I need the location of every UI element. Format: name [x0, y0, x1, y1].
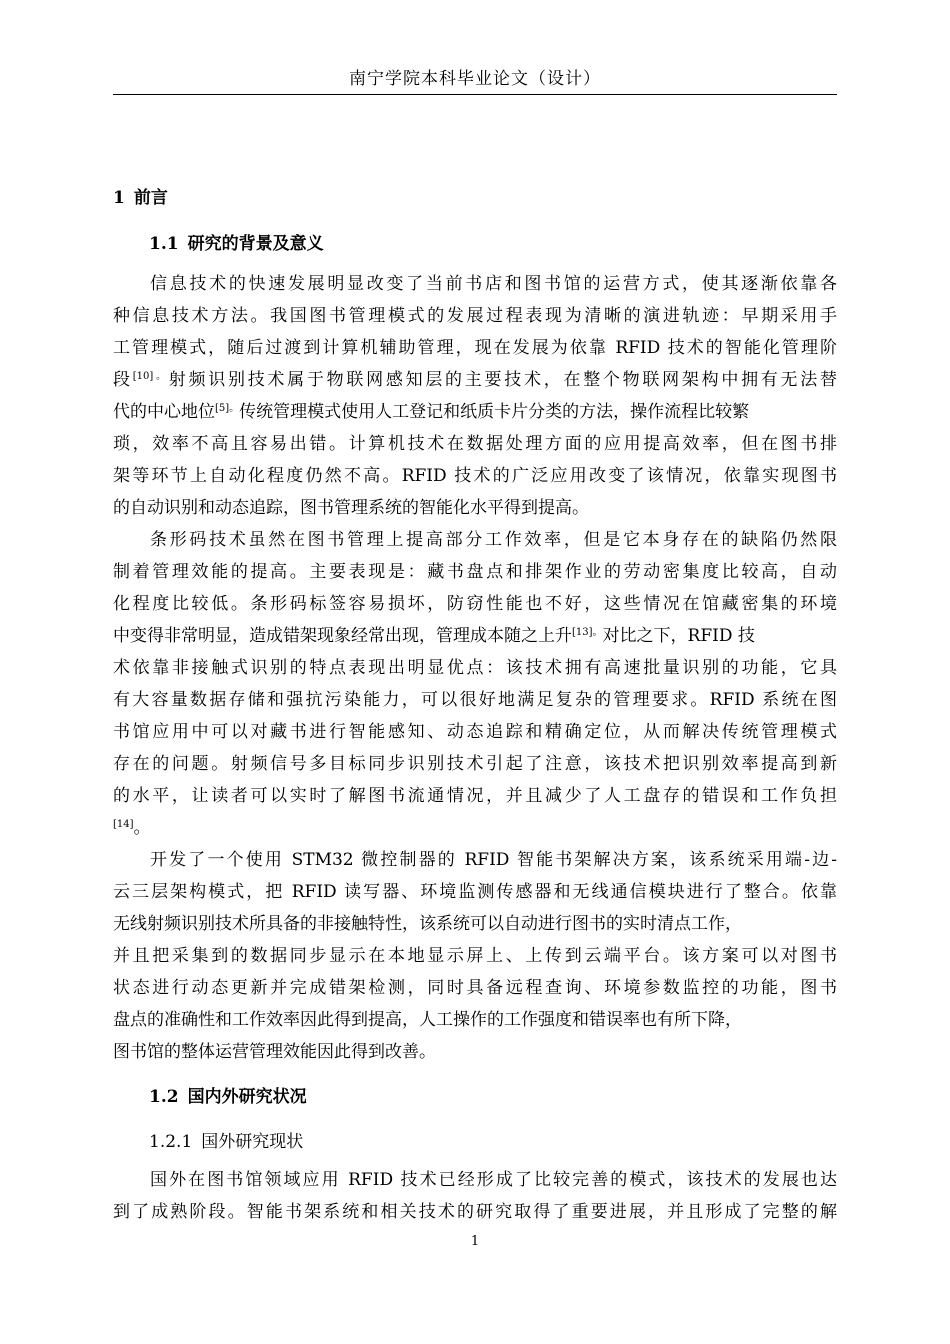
- running-header: 南宁学院本科毕业论文（设计）: [349, 69, 601, 89]
- section-number: 1: [113, 188, 125, 208]
- section-heading-1-2-1: [149, 1127, 303, 1152]
- section-heading-1: [113, 183, 168, 208]
- paragraph-solution: [113, 844, 837, 1068]
- section-heading-1-2: [149, 1082, 307, 1107]
- text-span: 。: [133, 818, 151, 838]
- text-line: [113, 620, 837, 652]
- text-line: 术依靠非接触式识别的特点表现出明显优点：该技术拥有高速批量识别的功能，它具: [113, 658, 837, 678]
- text-line: 的水平，让读者可以实时了解图书流通情况，并且减少了人工盘存的错误和工作负担: [113, 786, 837, 806]
- text-span: 段: [113, 370, 133, 390]
- citation-ref: [5]。: [215, 403, 240, 414]
- text-line: [113, 396, 837, 428]
- text-line: 无线射频识别技术所具备的非接触特性，该系统可以自动进行图书的实时清点工作，: [113, 914, 742, 934]
- text-line: 化程度比较低。条形码标签容易损坏，防窃性能也不好，这些情况在馆藏密集的环境: [113, 594, 837, 614]
- text-line: 种信息技术方法。我国图书管理模式的发展过程表现为清晰的演进轨迹：早期采用手: [113, 306, 837, 326]
- section-number: 1.1: [149, 234, 179, 254]
- text-line: 条形码技术虽然在图书管理上提高部分工作效率，但是它本身存在的缺陷仍然限: [150, 530, 837, 550]
- text-line: 存在的问题。射频信号多目标同步识别技术引起了注意，该技术把识别效率提高到新: [113, 754, 837, 774]
- section-heading-1-1: [149, 229, 324, 254]
- section-title: 国外研究现状: [201, 1132, 304, 1152]
- text-line: 并且把采集到的数据同步显示在本地显示屏上、上传到云端平台。该方案可以对图书: [113, 946, 837, 966]
- text-line: 开发了一个使用 STM32 微控制器的 RFID 智能书架解决方案，该系统采用端-边-: [150, 850, 837, 870]
- text-line: [113, 364, 837, 396]
- citation-ref: [13]。: [572, 627, 603, 638]
- text-span: 代的中心地位: [113, 402, 215, 422]
- paragraph-background-2: [113, 524, 837, 844]
- section-title: 研究的背景及意义: [187, 234, 324, 254]
- text-span: 传统管理模式使用人工登记和纸质卡片分类的方法，操作流程比较繁: [239, 402, 750, 422]
- citation-ref: [10]。: [132, 371, 169, 382]
- page-number: 1: [470, 1234, 480, 1249]
- citation-ref: [14]: [113, 819, 134, 830]
- section-title: 国内外研究状况: [187, 1087, 307, 1107]
- section-title: 前言: [133, 188, 168, 208]
- text-line: 信息技术的快速发展明显改变了当前书店和图书馆的运营方式，使其逐渐依靠各: [150, 274, 837, 294]
- paragraph-background-1: [113, 268, 837, 524]
- text-line: [113, 812, 837, 844]
- text-span: 对比之下，RFID 技: [602, 626, 755, 646]
- text-line: 有大容量数据存储和强抗污染能力，可以很好地满足复杂的管理要求。RFID 系统在图: [113, 690, 837, 710]
- text-line: 工管理模式，随后过渡到计算机辅助管理，现在发展为依靠 RFID 技术的智能化管理阶: [113, 338, 837, 358]
- section-number: 1.2.1: [149, 1132, 193, 1152]
- text-line: 的自动识别和动态追踪，图书管理系统的智能化水平得到提高。: [113, 498, 589, 518]
- text-line: 状态进行动态更新并完成错架检测，同时具备远程查询、环境参数监控的功能，图书: [113, 978, 837, 998]
- text-line: 制着管理效能的提高。主要表现是：藏书盘点和排架作业的劳动密集度比较高，自动: [113, 562, 837, 582]
- text-line: 云三层架构模式，把 RFID 读写器、环境监测传感器和无线通信模块进行了整合。依靠: [113, 882, 837, 902]
- text-line: 架等环节上自动化程度仍然不高。RFID 技术的广泛应用改变了该情况，依靠实现图书: [113, 466, 837, 486]
- text-line: 到了成熟阶段。智能书架系统和相关技术的研究取得了重要进展，并且形成了完整的解: [113, 1202, 837, 1222]
- text-span: 中变得非常明显，造成错架现象经常出现，管理成本随之上升: [113, 626, 572, 646]
- section-number: 1.2: [149, 1087, 179, 1107]
- text-line: 盘点的准确性和工作效率因此得到提高，人工操作的工作强度和错误率也有所下降，: [113, 1010, 742, 1030]
- paragraph-foreign-research: [113, 1164, 837, 1228]
- text-span: 射频识别技术属于物联网感知层的主要技术，在整个物联网架构中拥有无法替: [168, 370, 837, 390]
- text-line: 琐，效率不高且容易出错。计算机技术在数据处理方面的应用提高效率，但在图书排: [113, 434, 837, 454]
- text-line: 书馆应用中可以对藏书进行智能感知、动态追踪和精确定位，从而解决传统管理模式: [113, 722, 837, 742]
- text-line: 图书馆的整体运营管理效能因此得到改善。: [113, 1042, 436, 1062]
- text-line: 国外在图书馆领域应用 RFID 技术已经形成了比较完善的模式，该技术的发展也达: [150, 1170, 837, 1190]
- header-rule: [113, 94, 837, 95]
